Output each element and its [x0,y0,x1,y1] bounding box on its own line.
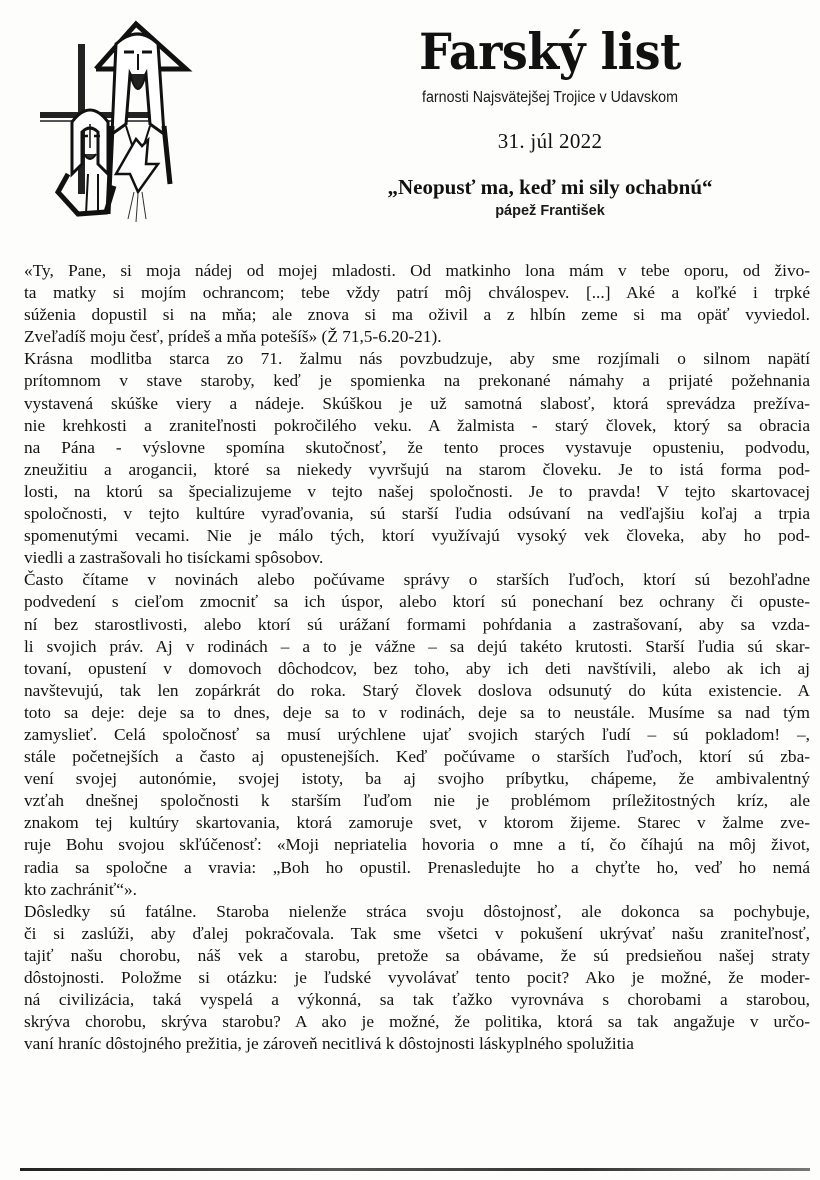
text-line: ruje Bohu svojou skľúčenosť: «Moji nepriatelia hovoria o mne a tí, čo číhajú na môj život, [24,835,810,855]
text-line: Často čítame v novinách alebo počúvame správy o starších ľuďoch, ktorí sú bezohľadne [24,570,810,590]
text-line: Dôsledky sú fatálne. Staroba nielenže stráca svoju dôstojnosť, ale dokonca sa pochybuje, [24,901,810,921]
text-line: viedli a zastrašovali ho tisíckami spôsobov. [24,548,324,568]
article-headline: „Neopusť ma, keď mi sily ochabnú“ [387,175,713,199]
text-line: vystavená skúške viery a nádeje. Skúškou je už samotná slabosť, ktorá sprevádza prežíva- [24,393,810,413]
text-line: zneužitiu a arogancii, ktoré sa niekedy vyvršujú na starom človeku. Je to istá forma pod- [24,459,810,479]
text-line: navštevujú, tak len zopárkrát do roka. Starý človek doslova odsunutý do kúta existencie. A [24,680,810,700]
text-line: ná civilizácia, taká vyspelá a výkonná, sa tak ťažko vyrovnáva s chorobami a starobou, [24,990,810,1010]
text-line: vaní hraníc dôstojného prežitia, je zároveň necitlivá k dôstojnosti láskyplného spolužitia [24,1034,634,1054]
article-paragraph [24,348,810,569]
masthead [300,22,800,220]
text-line: Zveľadíš moju česť, prídeš a mňa potešíš» (Ž 71,5-6.20-21). [24,327,442,347]
text-line: ní bez starostlivosti, alebo ktorí sú urážaní formami pohŕdania a zastrašovaní, aby sa vzda- [24,614,810,634]
text-line: stále početnejších a často aj opustenejších. Keď počúvame o starších ľuďoch, ktorí sú zba- [24,747,810,767]
text-line: toto sa deje: deje sa to dnes, deje sa to v rodinách, deje sa to neustále. Musíme sa nad tým [24,702,810,722]
text-line: radia sa spoločne a vravia: „Boh ho opustil. Prenasledujte ho a chyťte ho, veď ho nemá [24,857,810,877]
holy-trinity-illustration-icon [38,14,198,224]
text-line: zamyslieť. Celá spoločnosť sa musí urýchlene ujať svojich starých ľudí – sú pokladom! –, [24,724,810,744]
text-line: «Ty, Pane, si moja nádej od mojej mladosti. Od matkinho lona mám v tebe oporu, od živo- [24,261,810,280]
bottom-rule [20,1168,810,1171]
text-line: spomenutými vecami. Nie je málo tých, ktorí využívajú vysoký vek človeka, aby ho pod- [24,526,810,546]
text-line: li svojich práv. Aj v rodinách – a to je vážne – sa dejú takéto krutosti. Starší ľudia sú skar- [24,636,810,656]
text-line: nie krehkosti a zraniteľnosti pokročilého veku. A žalmista - starý človek, ktorý sa obracia [24,415,810,435]
article-paragraph [24,260,810,348]
text-line: skrýva chorobu, skrýva starobu? A ako je možné, že politika, ktorá sa tak angažuje v určo- [24,1012,810,1032]
text-line: spoločnosti, v tejto kultúre vyraďovania, sú starší ľudia odsúvaní na vedľajšiu koľaj a trpia [24,504,810,524]
text-line: losti, na ktorú sa špecializujeme v tejto našej spoločnosti. Je to pravda! V tejto skartovacej [24,481,810,501]
issue-date: 31. júl 2022 [497,129,603,153]
text-line: súženia dopustil si na mňa; ale znova si ma oživil a z hlbín zeme si ma opäť vyviedol. [24,305,810,325]
text-line: podvedení s cieľom zmocniť sa ich úspor, alebo ktorí sú ponechaní bez ochrany či opuste- [24,592,810,612]
parish-name: farnosti Najsvätejšej Trojice v Udavskom [422,89,678,106]
text-line: vení svojej autonómie, svojej istoty, ba aj svojho príbytku, chápeme, že ambivalentný [24,769,810,789]
text-line: tajiť našu chorobu, náš vek a starobu, pretože sa obávame, že sú predsieňou našej straty [24,945,810,965]
text-line: dôstojnosti. Položme si otázku: je ľudské vyvolávať tento pocit? Ako je možné, že moder- [24,968,810,987]
text-line: na Pána - výslovne spomína skutočnosť, že tento proces vystavuje opusteniu, podvodu, [24,437,810,457]
text-line: vzťah dnešnej spoločnosti k starším ľuďom nie je problémom príležitostných kríz, ale [24,791,810,811]
text-line: ta matky si mojím ochrancom; tebe vždy patrí môj chválospev. [...] Aké a koľké i trpké [24,283,810,303]
text-line: znakom tej kultúry skartovania, ktorá zamoruje svet, v ktorom žijeme. Starec v žalme zve- [24,813,810,833]
article-paragraph [24,569,810,900]
article-paragraph [24,901,810,1056]
article-body [24,260,810,1055]
text-line: kto zachrániť“». [24,879,137,899]
text-line: či si zaslúži, aby ďalej pokračovala. Tak sme všetci v pokušení ukrývať našu zraniteľnosť, [24,923,810,943]
text-line: tovaní, opustení v domovoch dôchodcov, bez toho, aby ich deti navštívili, alebo ak ich aj [24,658,810,678]
text-line: Krásna modlitba starca zo 71. žalmu nás povzbudzuje, aby sme rozjímali o silnom napätí [24,349,810,369]
article-author: pápež František [495,203,605,219]
newsletter-title: Farský list [419,22,681,81]
text-line: prítomnom v stave staroby, keď je spomienka na prekonané námahy a prijaté požehnania [24,371,810,391]
